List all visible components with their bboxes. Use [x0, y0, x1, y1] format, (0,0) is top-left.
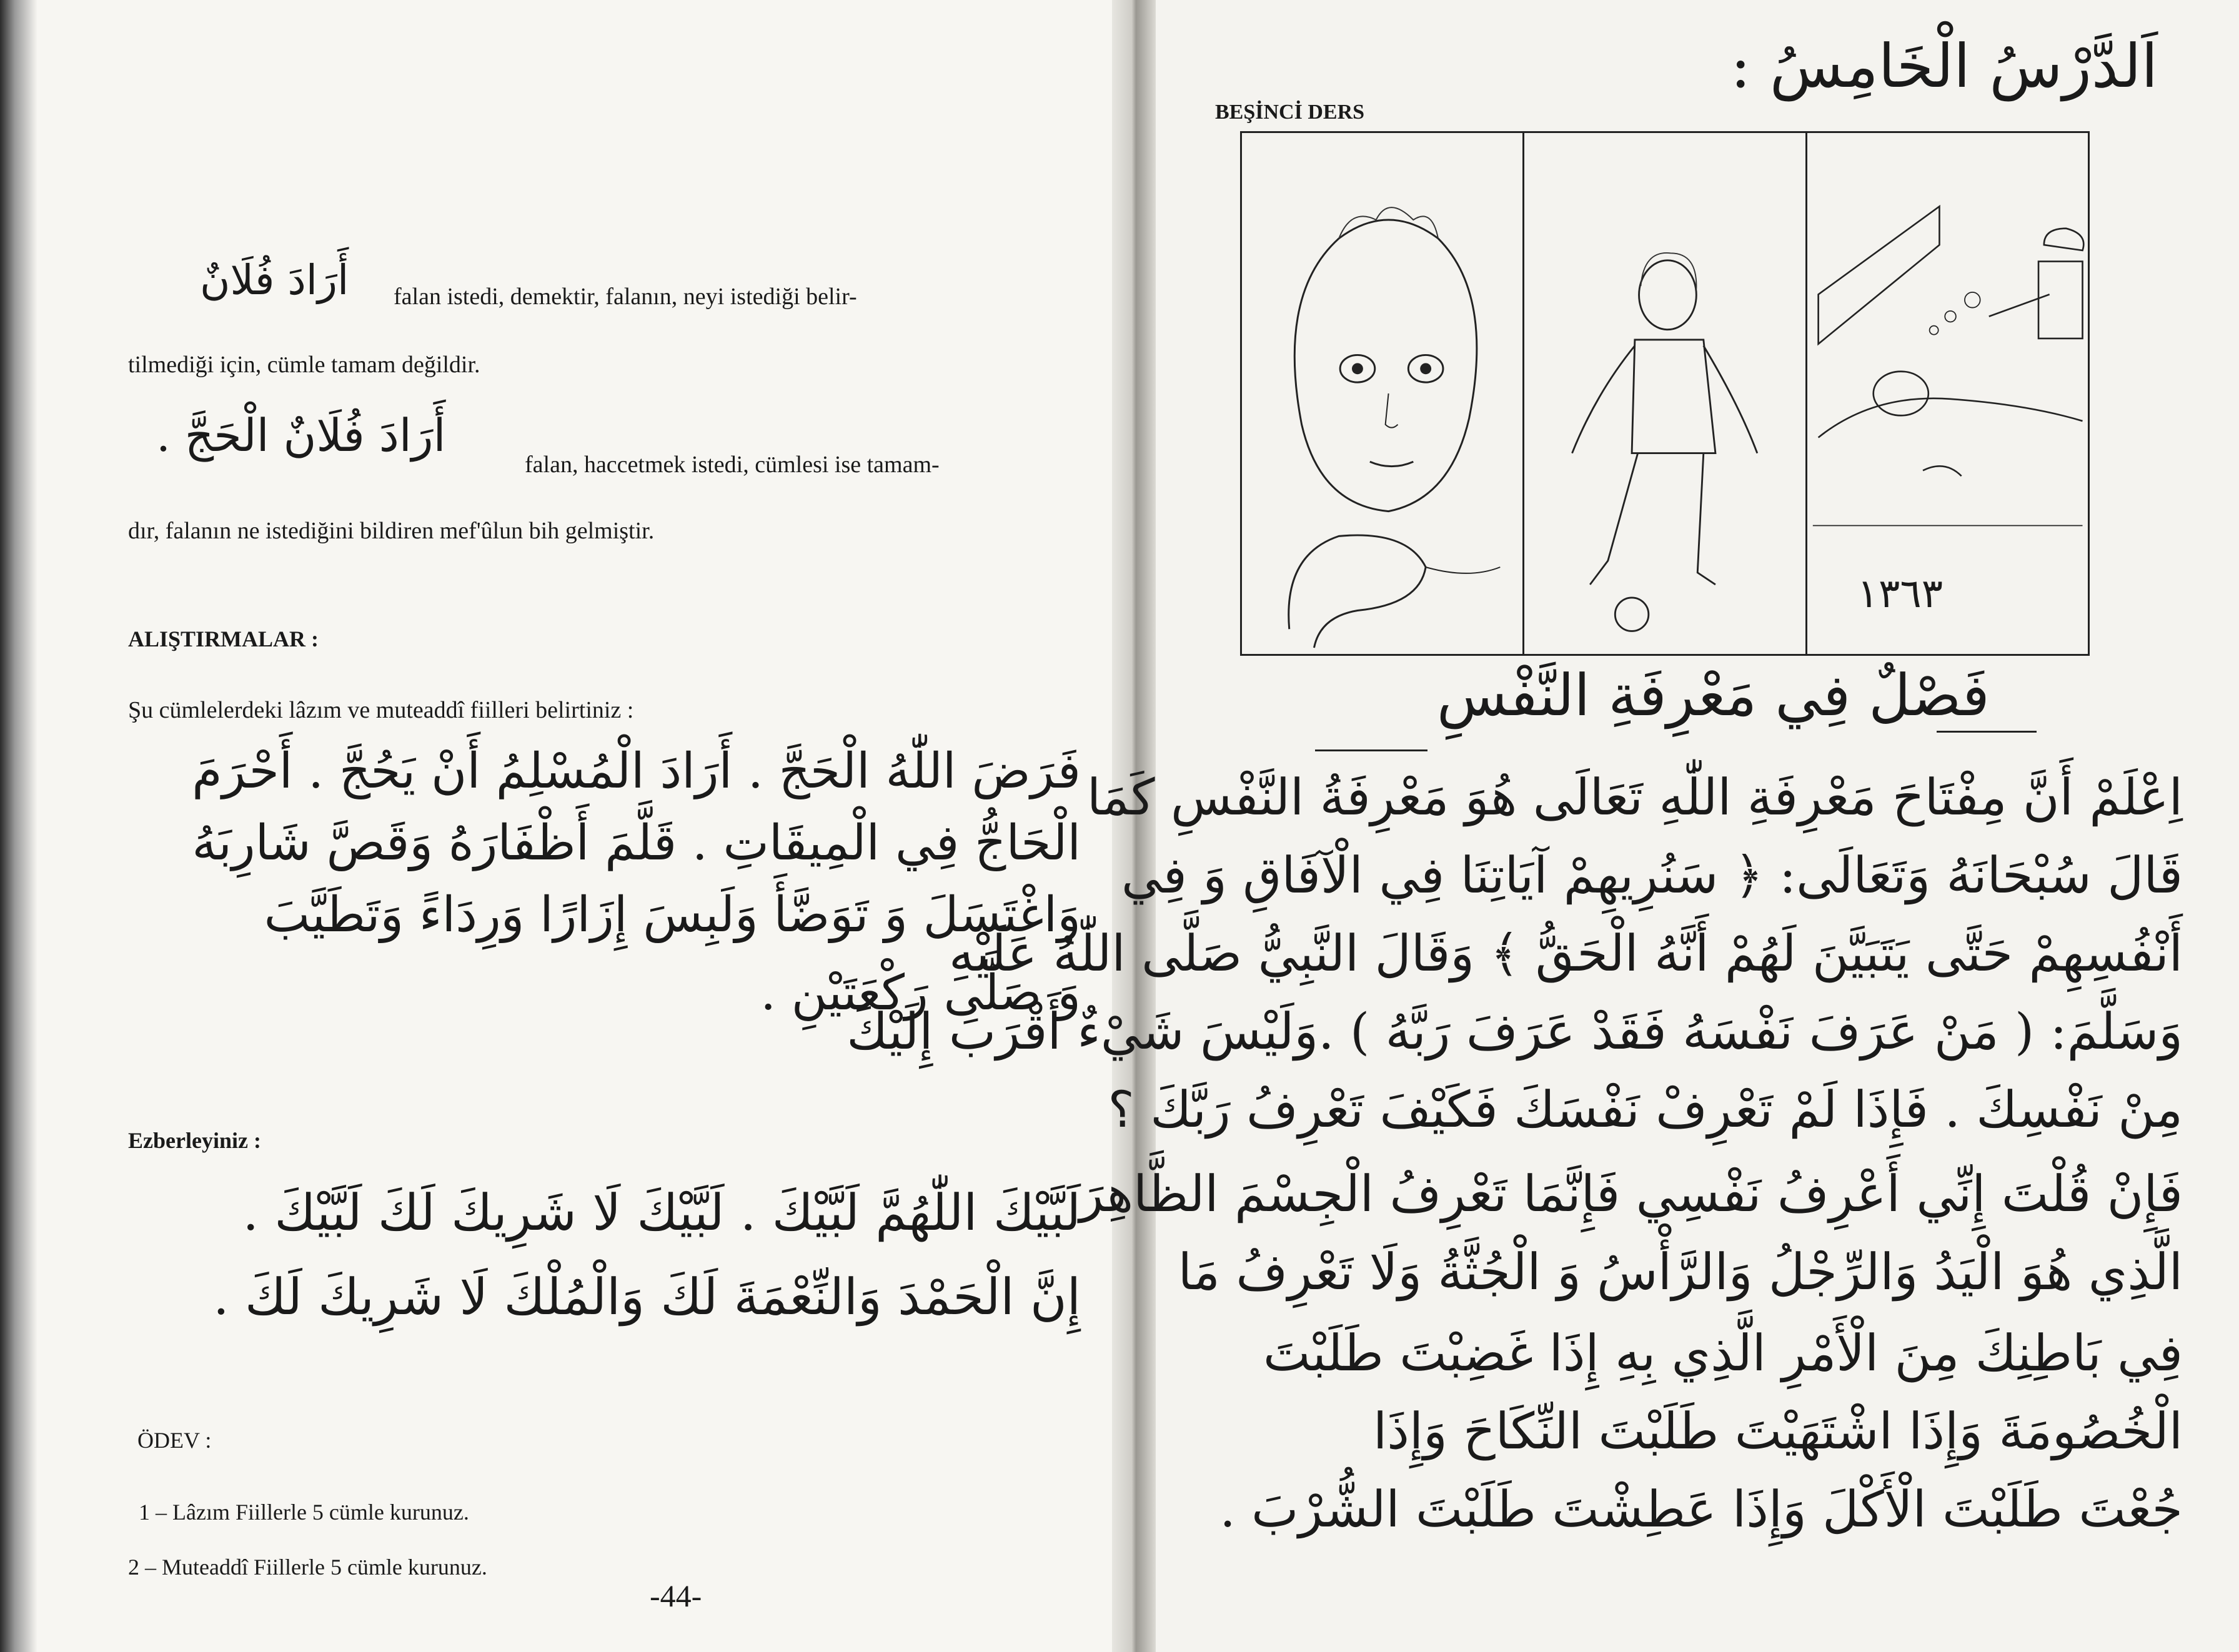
page-number: -44-	[650, 1578, 702, 1613]
panel-dream	[1807, 133, 2088, 654]
child-face-drawing	[1242, 133, 1522, 654]
para2-line1: falan, haccetmek istedi, cümlesi ise tamam-	[525, 452, 940, 478]
exercises-instruction: Şu cümlelerdeki lâzım ve muteaddî fiilleri belirtiniz :	[128, 697, 634, 723]
panel-child-face	[1242, 133, 1524, 654]
page-edge-shadow	[0, 0, 37, 1652]
body-line-3: أَنْفُسِهِمْ حَتَّى يَتَبَيَّنَ لَهُمْ أَنَّهُ الْحَقُّ ﴾ وَقَالَ النَّبِيُّ صَلَّى اللّٰهُ عَلَيْهِ	[949, 924, 2183, 982]
body-line-7: الَّذِي هُوَ الْيَدُ وَالرِّجْلُ وَالرَّأْسُ وَ الْجُثَّةُ وَلَا تَعْرِفُ مَا	[1178, 1243, 2183, 1301]
boy-ball-drawing	[1524, 133, 1805, 654]
body-line-2: قَالَ سُبْحَانَهُ وَتَعَالَى: ﴿ سَنُرِيهِمْ آيَاتِنَا فِي الْآفَاقِ وَ فِي	[1121, 846, 2183, 904]
memorize-line-1: لَبَّيْكَ اللّٰهُمَّ لَبَّيْكَ . لَبَّيْكَ لَا شَرِيكَ لَكَ لَبَّيْكَ .	[242, 1184, 1081, 1242]
body-line-9: الْخُصُومَةَ وَإِذَا اشْتَهَيْتَ طَلَبْتَ النِّكَاحَ وَإِذَا	[1373, 1402, 2183, 1460]
para1-line2: tilmediği için, cümle tamam değildir.	[128, 352, 480, 378]
homework-item-2: 2 – Muteaddî Fiillerle 5 cümle kurunuz.	[128, 1555, 487, 1580]
exercise-line-2: الْحَاجُّ فِي الْمِيقَاتِ . قَلَّمَ أَظْفَارَهُ وَقَصَّ شَارِبَهُ	[192, 815, 1081, 871]
body-line-1: اِعْلَمْ أَنَّ مِفْتَاحَ مَعْرِفَةِ اللّٰهِ تَعَالَى هُوَ مَعْرِفَةُ النَّفْسِ كَمَا	[1086, 768, 2183, 826]
panel-boy-ball	[1524, 133, 1807, 654]
para2-line2: dır, falanın ne istediğini bildiren mef'ûlun bih gelmiştir.	[128, 518, 655, 544]
homework-heading: ÖDEV :	[137, 1428, 212, 1453]
memorize-line-2: إِنَّ الْحَمْدَ وَالنِّعْمَةَ لَكَ وَالْمُلْكَ لَا شَرِيكَ لَكَ .	[213, 1268, 1081, 1326]
body-line-4: وَسَلَّمَ: ( مَنْ عَرَفَ نَفْسَهُ فَقَدْ عَرَفَ رَبَّهُ ) .وَلَيْسَ شَيْءٌ أَقْرَبَ إِلَيْكَ	[846, 1002, 2183, 1061]
exercise-line-1: فَرَضَ اللّٰهُ الْحَجَّ . أَرَادَ الْمُسْلِمُ أَنْ يَحُجَّ . أَحْرَمَ	[192, 743, 1081, 799]
panel-caption: ١٣٦٣	[1857, 571, 1944, 617]
body-line-5: مِنْ نَفْسِكَ . فَإِذَا لَمْ تَعْرِفْ نَفْسَكَ فَكَيْفَ تَعْرِفُ رَبَّكَ ؟	[1108, 1081, 2183, 1139]
body-line-10: جُعْتَ طَلَبْتَ الْأَكْلَ وَإِذَا عَطِشْتَ طَلَبْتَ الشُّرْبَ .	[1219, 1480, 2183, 1538]
section-rule-left	[1315, 749, 1427, 751]
section-rule-right	[1937, 731, 2037, 733]
lesson-title-arabic: اَلدَّرْسُ الْخَامِسُ :	[1730, 31, 2158, 101]
lesson-label: BEŞİNCİ DERS	[1215, 101, 1365, 124]
illustration-panels	[1240, 131, 2090, 656]
body-line-8: فِي بَاطِنِكَ مِنَ الْأَمْرِ الَّذِي بِهِ إِذَا غَضِبْتَ طَلَبْتَ	[1263, 1324, 2183, 1382]
body-line-6: فَإِنْ قُلْتَ إِنِّي أَعْرِفُ نَفْسِي فَإِنَّمَا تَعْرِفُ الْجِسْمَ الظَّاهِرَ	[1079, 1165, 2183, 1223]
exercises-heading: ALIŞTIRMALAR :	[128, 626, 319, 651]
section-title-arabic: فَصْلٌ فِي مَعْرِفَةِ النَّفْسِ	[1437, 662, 1990, 729]
memorize-heading: Ezberleyiniz :	[128, 1128, 261, 1153]
dream-drawing	[1807, 133, 2088, 654]
para1-line1: falan istedi, demektir, falanın, neyi istediği belir-	[394, 284, 857, 310]
para1-arabic: أَرَادَ فُلَانٌ	[200, 256, 349, 304]
homework-item-1: 1 – Lâzım Fiillerle 5 cümle kurunuz.	[139, 1500, 469, 1525]
para2-arabic: أَرَادَ فُلَانٌ الْحَجَّ .	[156, 409, 446, 462]
exercise-line-4: وَ صَلَّى رَكْعَتَيْنِ .	[760, 965, 1081, 1021]
exercise-line-3: وَاغْتَسَلَ وَ تَوَضَّأَ وَلَبِسَ إِزَارًا وَرِدَاءً وَتَطَيَّبَ	[264, 887, 1081, 943]
